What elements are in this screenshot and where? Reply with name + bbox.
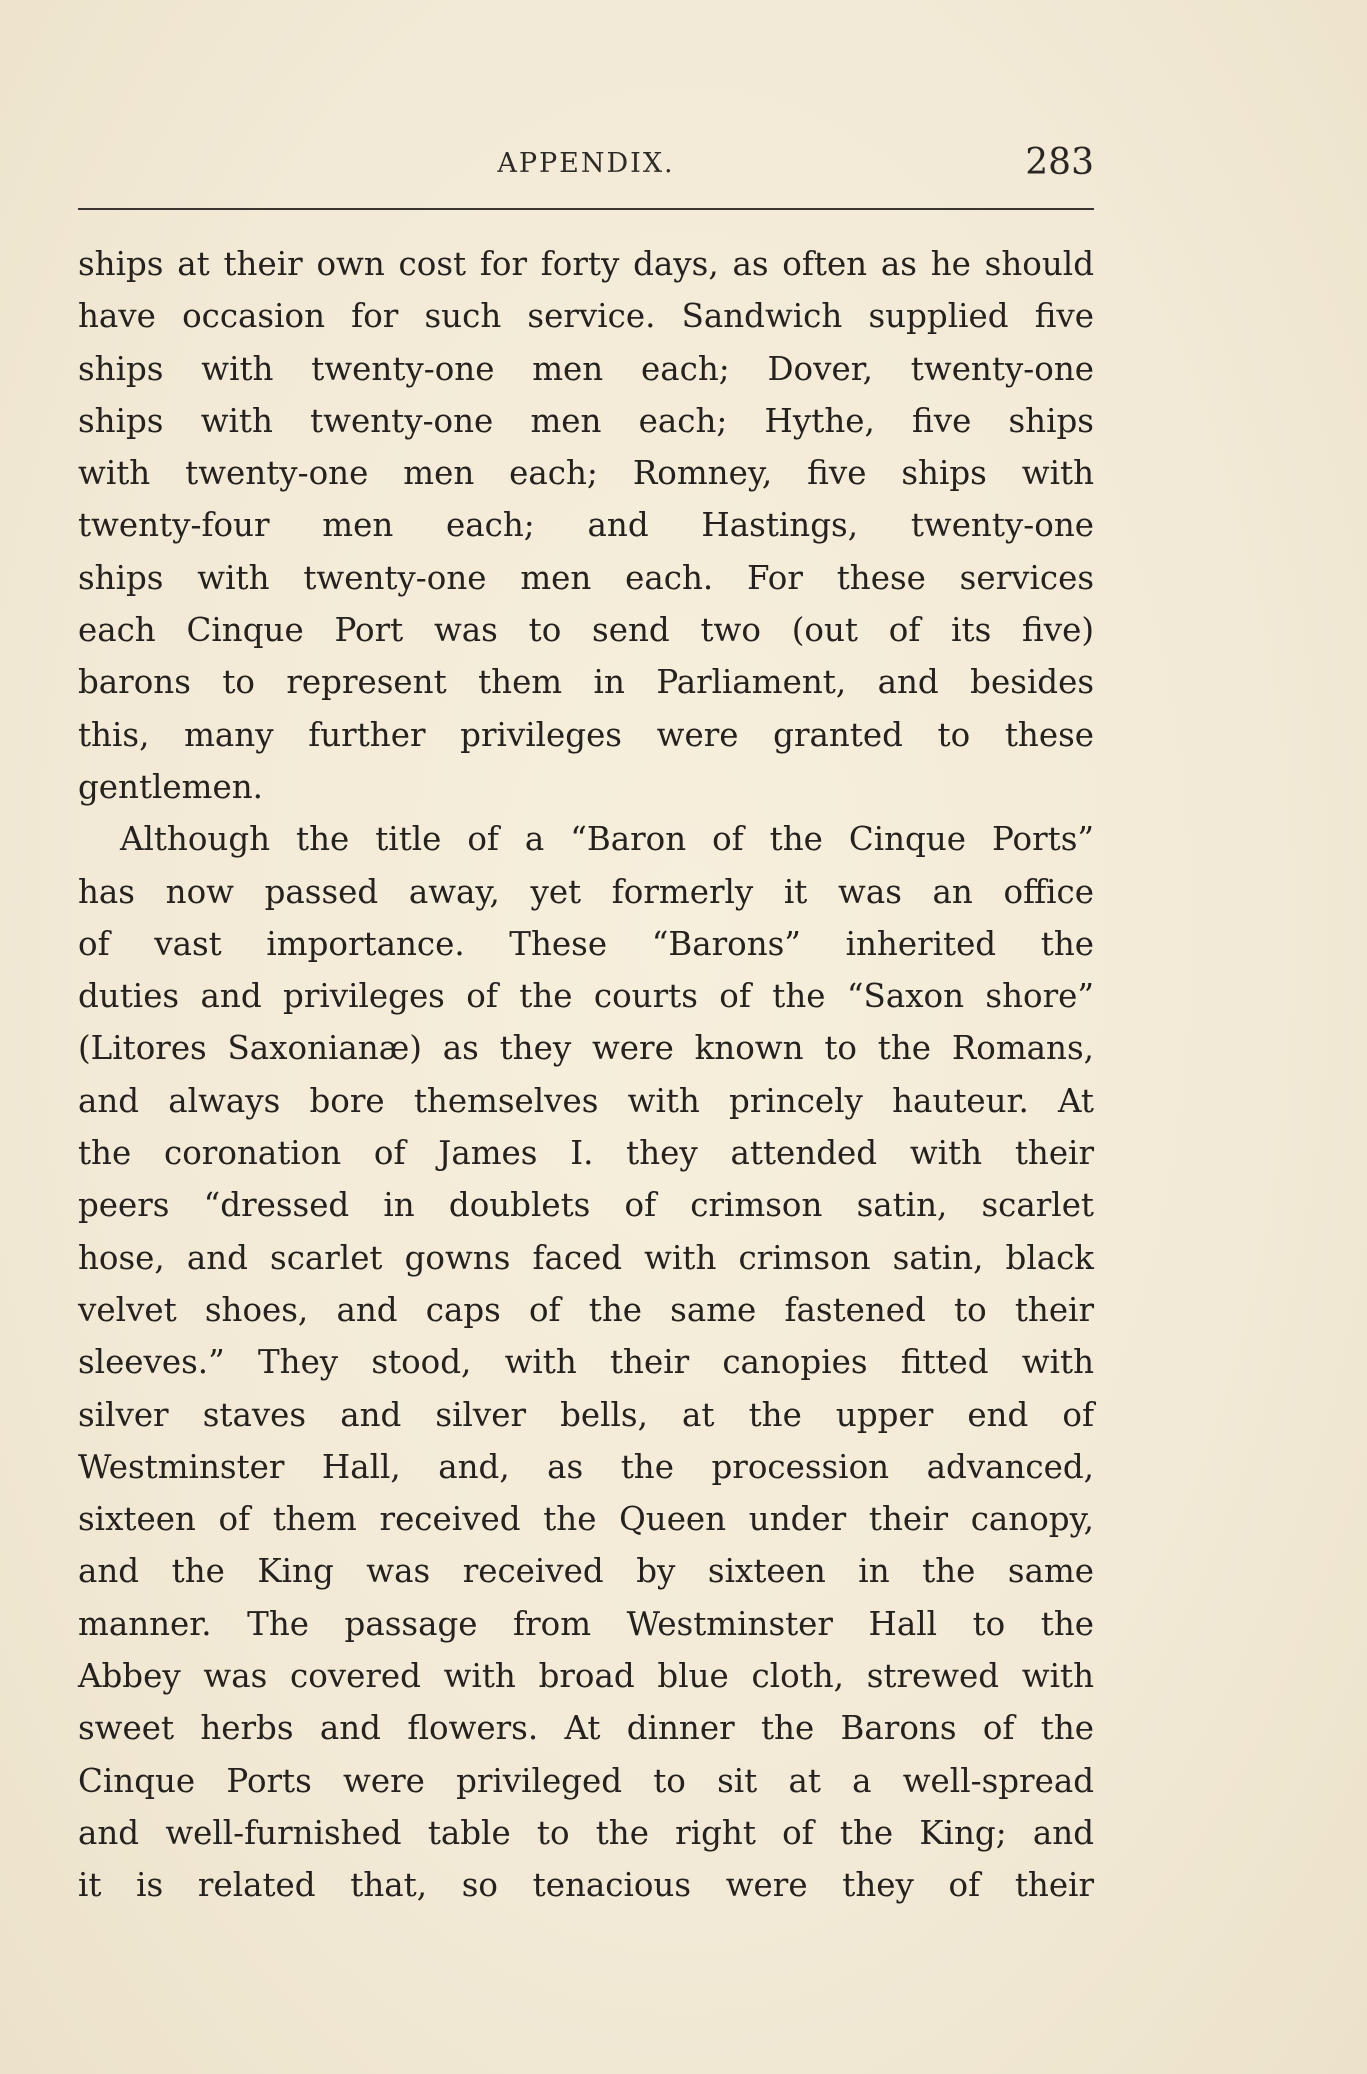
text-line: of vast importance. These “Barons” inherited the — [78, 924, 1094, 963]
text-line: and the King was received by sixteen in the same — [78, 1552, 1094, 1591]
paragraph-end-line: gentlemen. — [78, 767, 263, 806]
page-number: 283 — [1025, 142, 1094, 183]
text-line: sleeves.” They stood, with their canopies fitted with — [78, 1343, 1094, 1382]
text-line: Abbey was covered with broad blue cloth, strewed with — [78, 1657, 1094, 1696]
text-line: barons to represent them in Parliament, and besides — [78, 663, 1094, 702]
text-line: each Cinque Port was to send two (out of its five) — [78, 611, 1094, 650]
paragraph-start-line: Although the title of a “Baron of the Cinque Ports” — [120, 820, 1094, 859]
text-line: and well-furnished table to the right of the King; and — [78, 1813, 1094, 1852]
text-line: twenty-four men each; and Hastings, twenty-one — [78, 506, 1094, 545]
text-line: and always bore themselves with princely hauteur. At — [78, 1081, 1094, 1120]
text-line: the coronation of James I. they attended with their — [78, 1134, 1094, 1173]
text-line: ships with twenty-one men each; Hythe, five ships — [78, 401, 1094, 440]
text-line: ships with twenty-one men each; Dover, twenty-one — [78, 349, 1094, 388]
text-line: ships with twenty-one men each. For these services — [78, 558, 1094, 597]
text-line: hose, and scarlet gowns faced with crimson satin, black — [78, 1238, 1094, 1277]
text-line: Cinque Ports were privileged to sit at a well-spread — [78, 1761, 1094, 1800]
header-rule — [78, 208, 1094, 210]
text-line: manner. The passage from Westminster Hall to the — [78, 1604, 1094, 1643]
text-line: Westminster Hall, and, as the procession advanced, — [78, 1447, 1094, 1486]
text-line: has now passed away, yet formerly it was an office — [78, 872, 1094, 911]
text-line: with twenty-one men each; Romney, five ships with — [78, 454, 1094, 493]
text-line: have occasion for such service. Sandwich supplied five — [78, 297, 1094, 336]
text-line: sixteen of them received the Queen under their canopy, — [78, 1500, 1094, 1539]
text-line: velvet shoes, and caps of the same fastened to their — [78, 1290, 1094, 1329]
running-head: APPENDIX. — [497, 148, 675, 179]
page-header — [78, 142, 1094, 188]
text-line: silver staves and silver bells, at the upper end of — [78, 1395, 1094, 1434]
text-line: peers “dressed in doublets of crimson satin, scarlet — [78, 1186, 1094, 1225]
text-line: ships at their own cost for forty days, as often as he should — [78, 245, 1094, 283]
text-line: (Litores Saxonianæ) as they were known to the Romans, — [78, 1029, 1094, 1068]
text-line: sweet herbs and flowers. At dinner the Barons of the — [78, 1709, 1094, 1748]
text-line: this, many further privileges were granted to these — [78, 715, 1094, 754]
text-line: it is related that, so tenacious were they of their — [78, 1866, 1094, 1905]
body-text — [78, 238, 1094, 1912]
text-line: duties and privileges of the courts of the “Saxon shore” — [78, 977, 1094, 1016]
